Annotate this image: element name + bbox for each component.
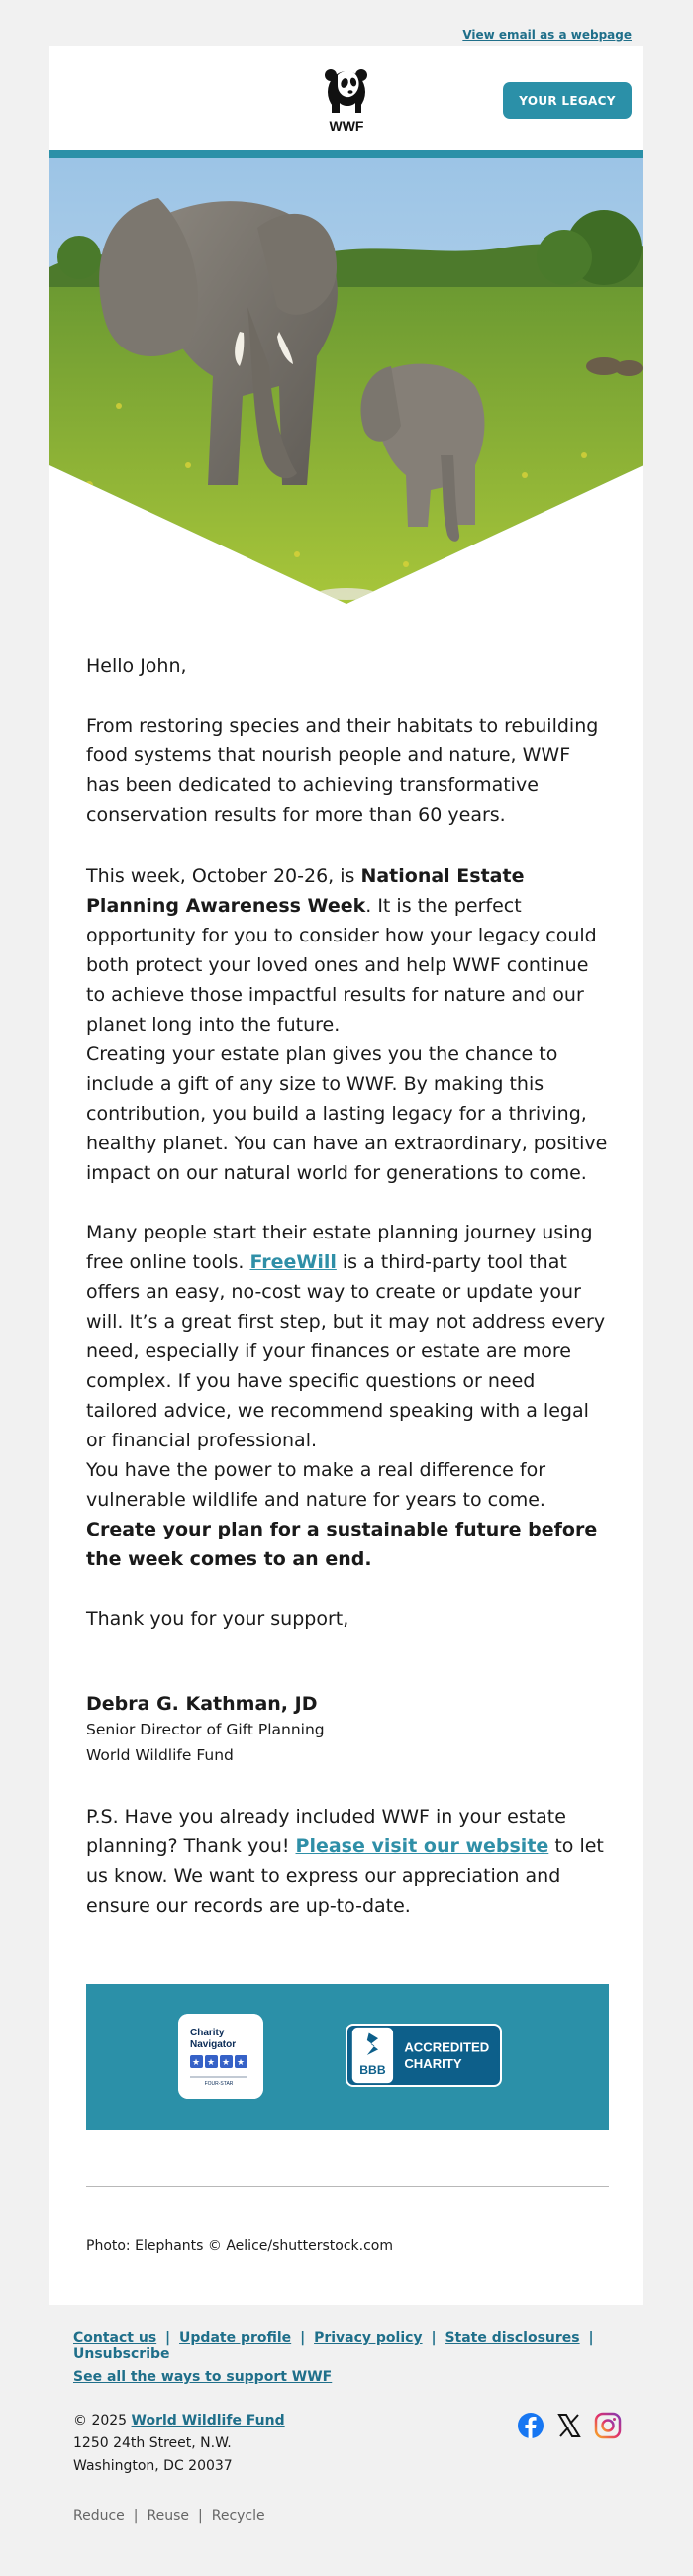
email-header [50,46,644,150]
state-disclosures-link[interactable]: State disclosures [445,2330,580,2346]
letter-body [86,651,609,681]
your-legacy-button[interactable]: YOUR LEGACY [503,82,632,119]
paragraph-intro: From restoring species and their habitats to rebuilding food systems that nourish people and nature, WWF has been dedicated to achieving transformative conservation results for more than 60 years. [86,715,599,826]
bbb-accredited-badge[interactable] [346,2024,502,2087]
svg-text:Charity: Charity [190,2028,225,2038]
signature-block [86,1691,609,1768]
signer-org: World Wildlife Fund [86,1746,234,1764]
charity-navigator-badge[interactable] [178,2014,263,2099]
svg-text:FOUR-STAR: FOUR-STAR [204,2081,234,2087]
footer-address: © 2025 World Wildlife Fund 1250 24th Street, N.W. Washington, DC 20037 [73,2410,285,2478]
visit-website-link[interactable]: Please visit our website [295,1835,549,1857]
facebook-icon[interactable] [517,2412,544,2439]
signer-title: Senior Director of Gift Planning [86,1721,325,1738]
svg-text:ACCREDITED: ACCREDITED [404,2039,490,2055]
wwf-org-link[interactable]: World Wildlife Fund [131,2413,285,2428]
paragraph-awareness-week: This week, October 20-26, is National Estate Planning Awareness Week. It is the perfect opportunity for you to consider how your legacy could both protect your loved ones and help WWF continue to achieve those impactful results for nature and our planet long into the future. [86,865,597,1036]
contact-us-link[interactable]: Contact us [73,2330,157,2346]
svg-text:★: ★ [192,2058,201,2068]
svg-text:BBB: BBB [359,2062,386,2077]
paragraph-freewill: Many people start their estate planning journey using free online tools. FreeWill is a third-party tool that offers an easy, no-cost way to create or update your will. It’s a great first step, but it may not address every need, especially if your finances or estate are more complex. If you have specific questions or need tailored advice, we recommend speaking with a legal or financial professional. [86,1222,606,1451]
paragraph-estate-plan: Creating your estate plan gives you the chance to include a gift of any size to WWF. By making this contribution, you build a lasting legacy for a thriving, healthy planet. You can have an extraordinary, positive impact on our natural world for generations to come. [86,1043,608,1184]
address-line-2: Washington, DC 20037 [73,2458,233,2474]
postscript: P.S. Have you already included WWF in your estate planning? Thank you! Please visit our website to let us know. We want to express our appreciation and ensure our records are up-to-date. [86,1806,604,1917]
view-webpage-link[interactable]: View email as a webpage [462,28,632,42]
svg-text:★: ★ [237,2058,246,2068]
closing: Thank you for your support, [86,1608,349,1630]
content-divider [86,2186,609,2187]
freewill-link[interactable]: FreeWill [249,1251,337,1273]
update-profile-link[interactable]: Update profile [179,2330,292,2346]
greeting: Hello John, [86,655,187,677]
svg-text:Navigator: Navigator [190,2039,237,2050]
teal-divider-bar [50,150,644,158]
wwf-panda-logo[interactable] [318,67,375,135]
hero-elephants-image [50,158,644,604]
privacy-policy-link[interactable]: Privacy policy [314,2330,423,2346]
svg-text:★: ★ [222,2058,231,2068]
x-twitter-icon[interactable] [555,2412,583,2439]
reduce-reuse-recycle: Reduce | Reuse | Recycle [73,2508,265,2524]
svg-text:★: ★ [207,2058,216,2068]
footer-links: Contact us | Update profile | Privacy policy | State disclosures | Unsubscribe [73,2330,594,2362]
email-card [50,46,644,2305]
photo-credit: Photo: Elephants © Aelice/shutterstock.com [86,2238,393,2254]
awareness-week-bold: National Estate Planning Awareness Week [86,865,525,917]
unsubscribe-link[interactable]: Unsubscribe [73,2346,170,2362]
wwf-logo-text: WWF [329,118,364,134]
accreditation-badges [86,1984,609,2130]
instagram-icon[interactable] [594,2412,622,2439]
cta-bold: Create your plan for a sustainable future before the week comes to an end. [86,1519,598,1570]
signer-name: Debra G. Kathman, JD [86,1693,318,1715]
svg-text:CHARITY: CHARITY [404,2056,462,2072]
paragraph-call-to-action: You have the power to make a real difference for vulnerable wildlife and nature for years to come. Create your plan for a sustainable future before the week comes to an end. [86,1459,598,1570]
see-all-ways-link[interactable]: See all the ways to support WWF [73,2369,333,2385]
address-line-1: 1250 24th Street, N.W. [73,2435,232,2451]
